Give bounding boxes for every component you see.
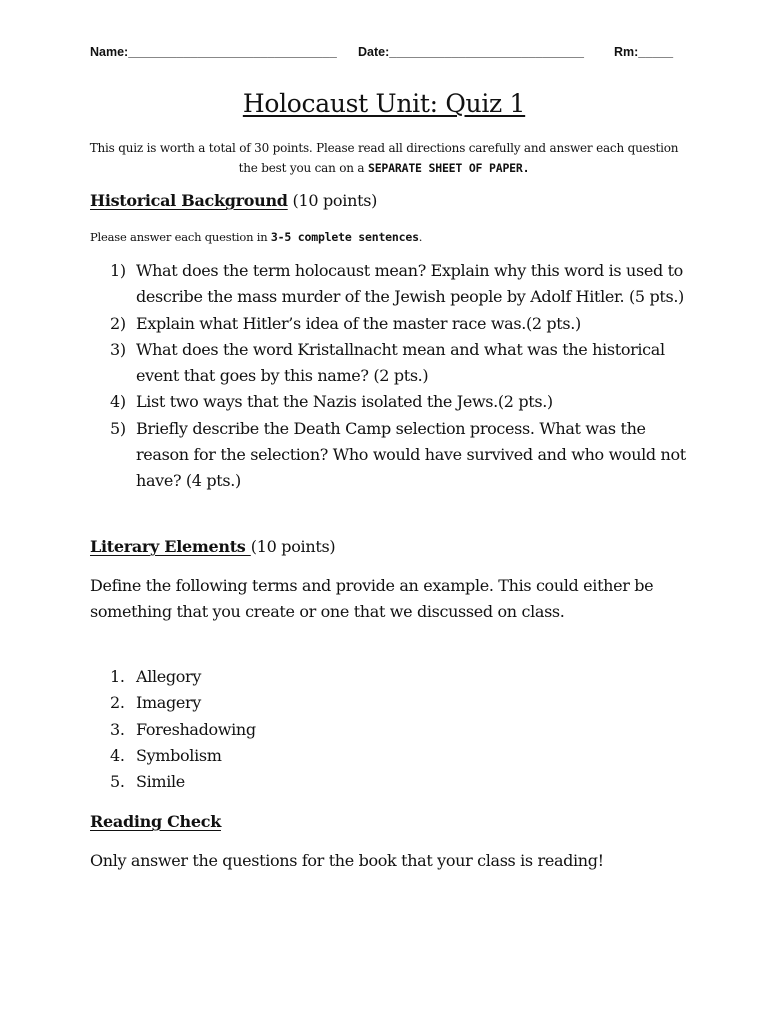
historical-heading xyxy=(90,191,377,210)
room-field: Rm:_____ xyxy=(614,45,674,59)
term-item-number: 4. xyxy=(110,745,125,765)
question-item-text: What does the word Kristallnacht mean and what was the historical event that goes by this name? (2 pts.) xyxy=(136,339,665,386)
question-item-number: 2) xyxy=(110,313,126,333)
term-item xyxy=(110,664,690,690)
name-field: Name:______________________________ xyxy=(90,45,337,59)
historical-heading-points: (10 points) xyxy=(292,191,378,210)
reading-heading-title: Reading Check xyxy=(90,812,221,831)
literary-instructions: Define the following terms and provide an example. This could either be something that you create or one that we discussed on class. xyxy=(90,576,654,621)
term-item xyxy=(110,717,690,743)
intro-text: This quiz is worth a total of 30 points. Please read all directions carefully and answer each question the best you can on a xyxy=(89,141,679,175)
term-item xyxy=(110,769,690,795)
historical-question-list xyxy=(110,258,690,495)
term-item-text: Imagery xyxy=(136,693,201,713)
term-item-number: 5. xyxy=(110,772,125,792)
reading-heading xyxy=(90,812,221,831)
date-field: Date:____________________________ xyxy=(358,45,584,59)
question-item-text: List two ways that the Nazis isolated the Jews.(2 pts.) xyxy=(136,392,553,412)
instruction-end: . xyxy=(418,230,423,244)
historical-instruction xyxy=(90,230,422,244)
term-item xyxy=(110,743,690,769)
literary-term-list xyxy=(110,664,690,795)
term-item-number: 2. xyxy=(110,693,125,713)
intro-emphasis: SEPARATE SHEET OF PAPER. xyxy=(367,161,530,175)
term-item-text: Foreshadowing xyxy=(136,719,256,739)
question-item-number: 5) xyxy=(110,418,126,438)
term-item-number: 1. xyxy=(110,667,125,686)
question-item-text: What does the term holocaust mean? Explain why this word is used to describe the mass murder of the Jewish people by Adolf Hitler. (5 pts.) xyxy=(136,261,684,307)
term-item-text: Symbolism xyxy=(136,745,222,765)
question-item xyxy=(110,337,690,390)
instruction-text: Please answer each question in xyxy=(90,230,271,244)
term-item xyxy=(110,690,690,716)
question-item xyxy=(110,258,690,311)
question-item xyxy=(110,311,690,337)
question-item-text: Briefly describe the Death Camp selection process. What was the reason for the selection? Who would have survived and who would not have? (4 pts.) xyxy=(136,418,686,491)
literary-heading xyxy=(90,537,335,556)
reading-instructions: Only answer the questions for the book that your class is reading! xyxy=(90,851,604,870)
question-item-text: Explain what Hitler’s idea of the master race was.(2 pts.) xyxy=(136,313,581,333)
page-title: Holocaust Unit: Quiz 1 xyxy=(242,89,526,118)
question-item-number: 3) xyxy=(110,339,126,359)
question-item xyxy=(110,416,690,495)
instruction-emphasis: 3-5 complete sentences xyxy=(270,230,419,244)
question-item xyxy=(110,389,690,415)
question-item-number: 4) xyxy=(110,392,126,412)
term-item-text: Allegory xyxy=(136,667,202,686)
term-item-text: Simile xyxy=(136,772,185,792)
question-item-number: 1) xyxy=(110,261,126,280)
intro-paragraph xyxy=(80,138,688,178)
historical-heading-title: Historical Background xyxy=(90,191,288,210)
literary-heading-title: Literary Elements xyxy=(90,537,251,556)
literary-heading-points: (10 points) xyxy=(250,537,336,556)
term-item-number: 3. xyxy=(110,719,125,739)
